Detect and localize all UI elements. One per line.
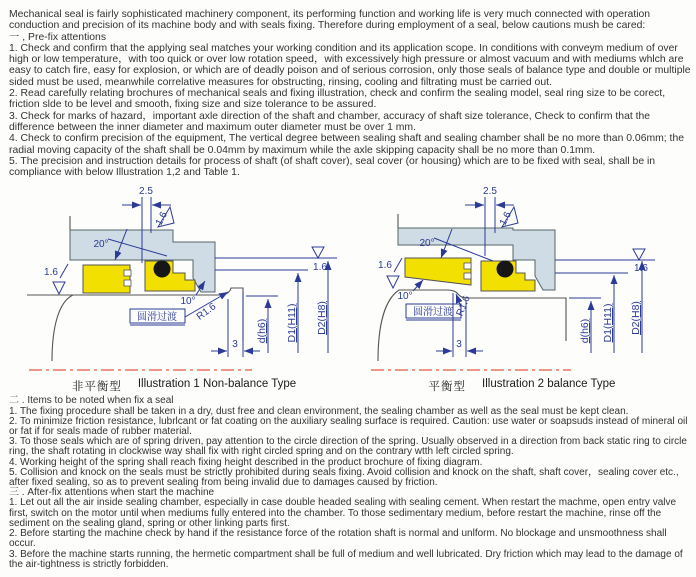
angle-20-label: 20° xyxy=(419,238,435,250)
caption-en: Illustration 1 Non-balance Type xyxy=(137,378,297,391)
list-item: 2. To minimize friction resistance, lubrlcant or fat coating on the auxiliary sealing surface is required. Caution: use water or soapsuds instead of mineral oil or fat if for seals made of rubber material. xyxy=(9,415,688,438)
list-item: 3. Check for marks of hazard，important axle direction of the shaft and chamber, accuracy of shaft size tolerance, Check to confirm that the difference between the inner diameter and maximum outer diameter must be over 1 mm. xyxy=(9,110,651,133)
list-item: 3. To those seals which are of spring driven, pay attention to the circle direction of the spring. Usually observed in a direction from back static ring to circle ring, the shaft rotating in clockwise way shall fix with right circled spring and on the contrary wtth left circled spring. xyxy=(9,436,687,458)
roughness-label: 1.6 xyxy=(378,260,392,272)
shaft-dia-label: d(h6) xyxy=(579,319,591,344)
section-heading-afterfix: 三 . After-fix attentions when start the machine xyxy=(9,487,215,499)
angle-10-label: 10° xyxy=(180,296,196,308)
gland-dia-label: D2(H8) xyxy=(316,301,328,336)
technical-drawing-non-balance xyxy=(15,183,350,375)
roughness-label: 1.6 xyxy=(44,267,58,279)
list-item: 3. Before the machine starts running, the hermetic compartment shall be full of medium and well lubricated. Dry friction which may lead to the damage of the air-tightness is strictly forbidden. xyxy=(9,548,683,570)
list-item: 4. Working height of the spring shall reach fixing height described in the product brochure of fixing diagram. xyxy=(9,456,483,468)
list-item: 1. The fixing procedure shall be taken in a dry, dust free and clean environment, the sealing chamber as well as the seal must be kept clean. xyxy=(9,405,629,417)
step-length-label: 3 xyxy=(456,339,462,351)
figure-caption xyxy=(15,378,353,394)
seal-rings-shape xyxy=(83,261,195,294)
caption-cn: 平衡型 xyxy=(428,381,467,394)
figure-caption xyxy=(353,378,691,394)
dim-2-5-label: 2.5 xyxy=(483,186,497,198)
list-item: 4. Check to confirm precision of the equipment, The vertical degree between sealing shaft and sealing chamber shall be no more than 0.06mm; the radial moving capacity of the shaft shall be 0.04mm by maximum while the axle skipping capacity shall be no more than 0.1mm. xyxy=(9,133,685,156)
intro-paragraph: Mechanical seal is fairly sophisticated machinery component, its performing function and working life is very much connected with operation conduction and precision of its machine body and with seals fixing. Therefore during employment of a seal, below cautions mush be cared: xyxy=(9,9,651,32)
gland-dia-label: D2(H8) xyxy=(630,301,642,336)
roughness-label: 1.6 xyxy=(153,210,170,229)
smooth-transition-label: 圆滑过渡 xyxy=(413,307,453,319)
dim-2-5-label: 2.5 xyxy=(139,186,153,198)
roughness-label: 1.6 xyxy=(634,263,648,275)
list-item: 5. Collision and knock on the seals must be strictly prohibited during seals fixing. Avoid collision and knock on the shaft, shaft cover，sealing cover etc., after fixed sealing, so as to prevent sealing from being invalid due to damages caused by friction. xyxy=(9,466,679,489)
roughness-symbol-icon xyxy=(387,276,399,288)
smooth-transition-label: 圆滑过渡 xyxy=(137,312,177,324)
seal-rings-shape xyxy=(405,258,535,291)
roughness-label: 1.6 xyxy=(313,262,327,274)
o-ring-icon xyxy=(497,261,514,278)
roughness-label: 1.6 xyxy=(497,210,514,229)
figures-row xyxy=(15,183,691,394)
roughness-symbol-icon xyxy=(312,247,324,258)
angle-10-label: 10° xyxy=(397,291,413,303)
figure-non-balance xyxy=(15,183,353,394)
list-item: 1. Check and confirm that the applying seal matches your working condition and its application scope. In conditions with conveym medium of over high or low temperature，with too quick or over low rotation speed，with excessively high pressure or almost vacuum and with mediums whlch are easy to catch fire, easy for explosion, or which are of deadly poison and of serious corrosion, only those seals of balance type and double or multiple sided must be used, meanwhile correlative measures for obstructing, rinsing, cooling and filtrating must be carried out. xyxy=(9,42,691,88)
o-ring-icon xyxy=(154,261,171,278)
angle-20-label: 20° xyxy=(93,239,109,251)
roughness-symbol-icon xyxy=(53,282,65,294)
list-item: 2. Before starting the machine check by hand if the resistance force of the rotation shaft is normal and unlform. No blockage and unsmoothness shall occur. xyxy=(9,528,667,550)
bore-dia-label: D1(H11) xyxy=(602,304,614,343)
technical-drawing-balance xyxy=(353,183,688,375)
step-length-label: 3 xyxy=(232,339,238,351)
list-item: 1. Let out all the air inside sealing chamber, especially in case double headed sealing with sealing cement. When restart the machme, open entry valve first, switch on the motor until when mediums fully entered into the chamber. To those sedimentary medium, before restart the machine, rinse off the sediment on the sealing gland, spring or other linking parts first. xyxy=(9,497,677,529)
caption-cn: 非平衡型 xyxy=(71,381,122,394)
pre-fix-section xyxy=(9,9,691,178)
list-item: 5. The precision and instruction details for process of shaft (of shaft cover), seal cover (or housing) which are to be fixed with seal, shall be in compliance with below Illustration 1,2 and Table 1. xyxy=(9,155,656,179)
section-heading-fixing: 二 . Items to be noted when fix a seal xyxy=(9,395,174,407)
roughness-symbol-icon xyxy=(633,249,645,260)
fixing-section xyxy=(9,396,691,488)
shaft-dia-label: d(h6) xyxy=(256,319,268,344)
caption-en: Illustration 2 balance Type xyxy=(482,378,616,391)
list-item: 2. Read carefully relating brochures of mechanical seals and fixing illustration, check and confirm the sealing model, seal ring size to be corect, friction slde to be level and smooth, fixing size and size tolerance to be assured. xyxy=(9,88,666,111)
after-fix-section xyxy=(9,488,691,570)
bore-dia-label: D1(H11) xyxy=(286,304,298,343)
radius-label: R1.6 xyxy=(454,294,473,319)
figure-balance xyxy=(353,183,691,394)
radius-label: R1.6 xyxy=(194,301,219,324)
section-heading-prefix: 一 , Pre-fix attentions xyxy=(9,31,107,43)
